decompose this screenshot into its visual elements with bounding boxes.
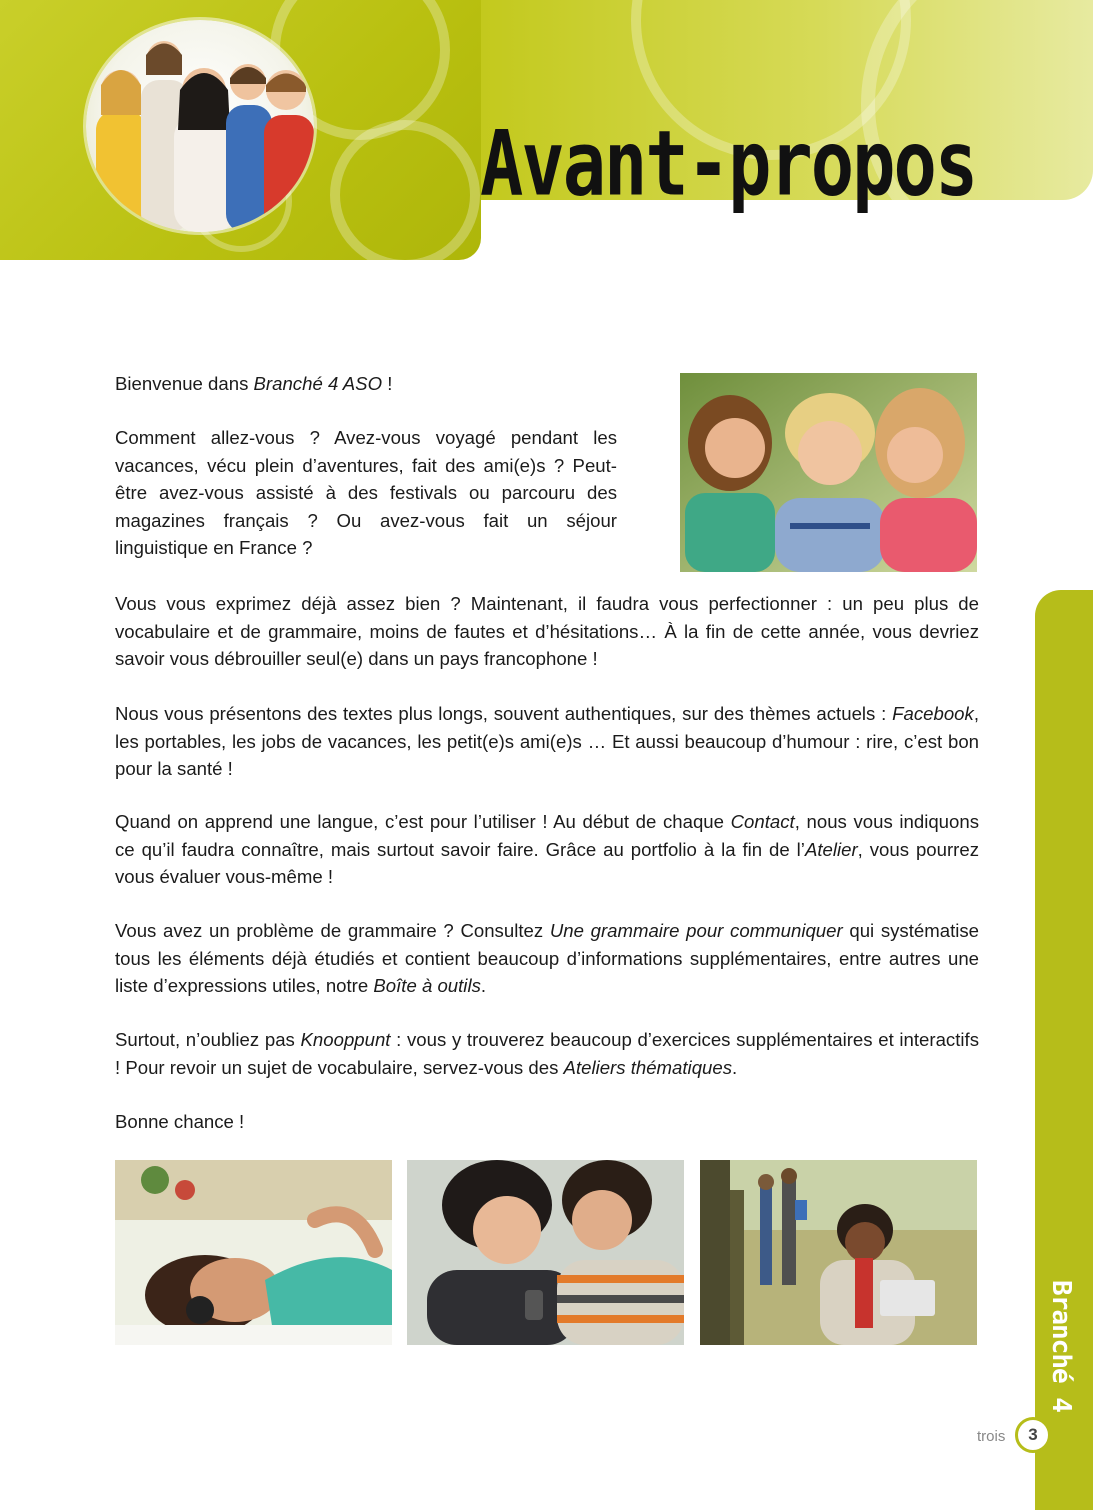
friends-laughing-photo: [680, 373, 977, 572]
paragraph-closing: Bonne chance !: [115, 1111, 245, 1132]
header-group-photo: [86, 20, 314, 232]
boy-with-headphones-photo: [115, 1160, 392, 1345]
paragraph-themes: Nous vous présentons des textes plus longs, souvent authentiques, sur des thèmes actuels : Facebook, les portables, les jobs de vacances, les petit(e)s ami(e)s … Et aussi beaucoup d’humour : rire, c’est bon pour la santé !: [115, 703, 979, 779]
intro-paragraph: Comment allez-vous ? Avez-vous voyagé pendant les vacances, vécu plein d’aventures, fait des ami(e)s ? Peut-être avez-vous assisté à des festivals ou parcouru des magazines français ? Ou avez-vous fait un séjour linguistique en France ?: [115, 427, 617, 558]
paragraph-contact: Quand on apprend une langue, c’est pour l’utiliser ! Au début de chaque Contact, nous vous indiquons ce qu’il faudra connaître, mais surtout savoir faire. Grâce au portfolio à la fin de l’Atelier, vous pourrez vous évaluer vous-même !: [115, 811, 979, 887]
paragraph-grammar: Vous avez un problème de grammaire ? Consultez Une grammaire pour communiquer qui systématise tous les éléments déjà étudiés et contient beaucoup d’informations supplémentaires, entre autres une liste d’expressions utiles, notre Boîte à outils.: [115, 920, 980, 996]
page-title: Avant-propos: [480, 110, 977, 216]
page-number-word: trois: [977, 1428, 1006, 1445]
paragraph-progress: Vous vous exprimez déjà assez bien ? Maintenant, il faudra vous perfectionner : un peu plus de vocabulaire et de grammaire, moins de fautes et d’hésitations… À la fin de cette année, vous devriez savoir vous débrouiller seul(e) dans un pays francophone !: [115, 593, 979, 669]
side-tab-label: Branché 4: [1046, 1280, 1076, 1412]
boys-with-phone-photo: [407, 1160, 684, 1345]
student-reading-in-park-photo: [700, 1160, 977, 1345]
page-number: 3: [1015, 1417, 1051, 1453]
intro-welcome: Bienvenue dans Branché 4 ASO !: [115, 373, 393, 394]
paragraph-knooppunt: Surtout, n’oubliez pas Knooppunt : vous y trouverez beaucoup d’exercices supplémentaires et interactifs ! Pour revoir un sujet de vocabulaire, servez-vous des Ateliers thématiques.: [115, 1029, 979, 1078]
